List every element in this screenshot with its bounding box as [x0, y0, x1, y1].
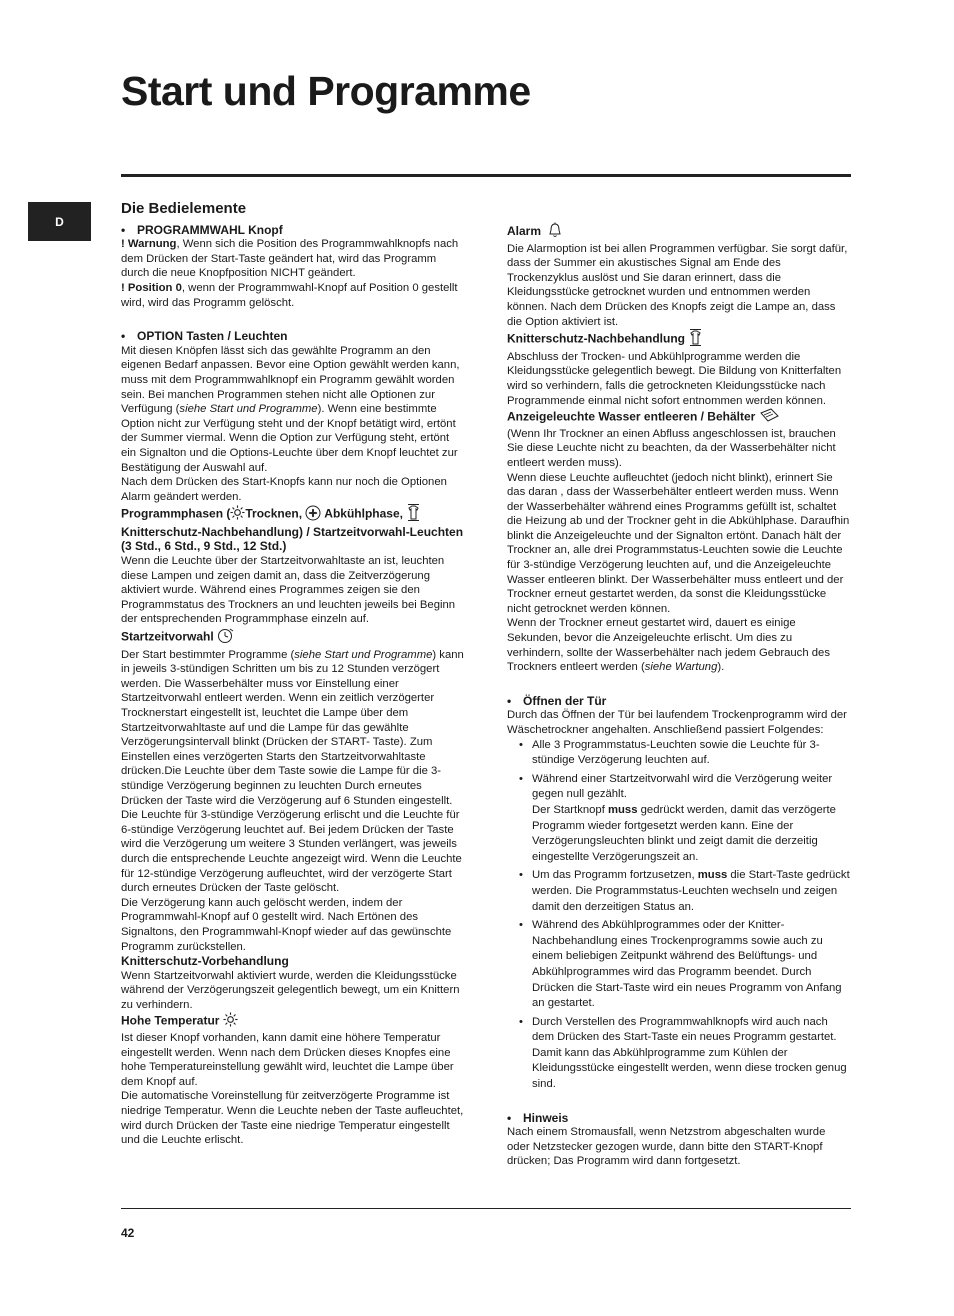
right-column: [507, 222, 851, 1169]
wasser-text-3: Wenn der Trockner erneut gestartet wird, dauert es einige Sekunden, bevor die Anzeigeleuchte erlischt. Um dies zu verhindern, sollte der Wasserbehälter nach jedem Gebrauch des Trockners entleert werden (siehe Wartung).: [507, 617, 830, 674]
hohe-temperatur-text: Ist dieser Knopf vorhanden, kann damit eine höhere Temperatur eingestellt werden. Wenn nach dem Drücken dieses Knopfes eine hohe Temperatureinstellung gewählt wird, leuchtet die Lampe über dem Knopf auf.: [121, 1032, 454, 1088]
left-column: [121, 202, 467, 1148]
startzeitvorwahl-text-2: Die Verzögerung kann auch gelöscht werden, indem der Programmwahl-Knopf auf 0 gestellt wird. Nach Ertönen des Signaltons, den Programmwahl-Knopf wieder auf das gewünschte Programm zurückstellen.: [121, 896, 452, 953]
vorbehandlung-text: Wenn Startzeitvorwahl aktiviert wurde, werden die Kleidungsstücke während der Verzögerungszeit gelegentlich bewegt, um ein Knittern zu verhindern.: [121, 969, 460, 1011]
clock-icon: [217, 627, 235, 648]
list-item: • Durch Verstellen des Programmwahlknopfs wird auch nach dem Drücken des Start-Taste ein neues Programm gestartet. Damit kann das Abkühlprogramme zum Kühlen der Kleidungsstücke eingestellt werden, wenn diese trocken genug sind.: [532, 1015, 851, 1093]
sun-icon: [230, 505, 245, 524]
fan-icon: [305, 505, 321, 525]
list-item: • Um das Programm fortzusetzen, muss die Start-Taste gedrückt werden. Die Programmstatus-Leuchten wechseln und zeigen damit den derzeitigen Status an.: [532, 868, 851, 915]
tuer-intro: Durch das Öffnen der Tür bei laufendem Trockenprogramm wird der Wäschetrockner angehalten. Anschließend passiert Folgendes:: [507, 709, 847, 736]
nachbehandlung-heading: Knitterschutz-Nachbehandlung: [507, 329, 851, 350]
page-number: 42: [121, 1226, 135, 1240]
title-rule: [121, 174, 851, 177]
list-item: • Während des Abkühlprogrammes oder der Knitter-Nachbehandlung eines Trockenprogramms sowie auch zu einem beliebigen Zeitpunkt während des Belüftungs- und Abkühlprogrammes wird das Programm beendet. Durch Drücken die Start-Taste wird ein neues Programm von Anfang an gestartet.: [532, 918, 851, 1012]
alarm-heading: Alarm: [507, 222, 851, 242]
startzeitvorwahl-text: Der Start bestimmter Programme (siehe Start und Programme) kann in jeweils 3-stündigen Schritten um bis zu 12 Stunden verzögert werden. Die Wasserbehälter muss vor Einstellung einer Startzeitvorwahl entleert werden. Wenn ein zeitlich verzögerter Trocknerstart eingestellt ist, leuchtet die Lampe über dem Startzeitvorwahltaste auf und die Lampe für das gewählte Verzögerungsintervall blinkt (Drücken der START- Taste). Zum Einstellen eines verzögerten Starts den Startzeitvorwahltaste drücken.Die Leuchte über dem Taste sowie die Lampe für die 3-stündige Verzögerung beginnen zu leuchten Durch erneutes Drücken der Taste wird die Verzögerung auf 6 Stunden eingestellt. Die Leuchte für 3-stündige Verzögerung erlischt und die Leuchte für 6-stündige Verzögerung leuchtet auf. Bei jedem Drücken der Taste wird die Verzögerung um weitere 3 Stunden verlängert, was jeweils durch die entsprechende Leuchte angezeigt wird. Wenn die Leuchte für 12-stündige Verzögerung aufleuchtet, wird der verzögerte Start durch erneutes Drücken der Taste gelöscht.: [121, 648, 464, 895]
wasser-text: (Wenn Ihr Trockner an einen Abfluss angeschlossen ist, brauchen Sie diese Leuchte nicht zu beachten, da der Wasserbehälter nicht entleert werden muss).: [507, 427, 836, 469]
tuer-list: [507, 738, 851, 1093]
programmphasen-heading: Programmphasen ( Trocknen, Abkühlphase, Knitterschutz-Nachbehandlung) / Startzeitvorwahl-Leuchten (3 Std., 6 Std., 9 Std., 12 Std.): [121, 504, 467, 554]
wasser-text-2: Wenn diese Leuchte aufleuchtet (jedoch nicht blinkt), erinnert Sie das daran , dass der Wasserbehälter entleert werden muss. Wenn der Wasserbehälter während eines Programms gefüllt ist, schaltet die Heizung ab und der Trockner geht in die Abkühlphase. Daraufhin blinkt die Anzeigeleuchte und der Signalton ertönt. Danach hält der Trockner an, alle drei Programmstatus-Leuchten sowie die Leuchte für 3-stündige Verzögerung leuchten auf, und die Anzeigeleuchte Wasser entleeren blinkt. Der Wasserbehälter muss entleert und der Trockner erneut gestartet werden, da sonst die Kleidungsstücke nicht getrocknet werden können.: [507, 471, 850, 615]
bell-icon: [548, 222, 562, 242]
programmphasen-text: Wenn die Leuchte über der Startzeitvorwahltaste an ist, leuchten diese Lampen und zeigen damit an, dass die Zeitverzögerung aktiviert wurde. Während eines Programmes zeigen sie den Programmstatus des Trockners an und leuchten jeweils bei Beginn der entsprechenden Programmphase einzeln auf.: [121, 555, 456, 626]
sun-icon: [223, 1012, 238, 1031]
shirt-arrows-icon: [406, 504, 421, 525]
option-text: Mit diesen Knöpfen lässt sich das gewählte Programm an den eigenen Bedarf anpassen. Bevor eine Option gewählt werden kann, muss mit dem Programmwahlknopf ein Programm gewählt worden sein. Bei manchen Programmen stehen nicht alle Optionen zur Verfügung (siehe Start und Programme). Wenn eine bestimmte Option nicht zur Verfügung steht und der Knopf betätigt wird, ertönt der Summer viermal. Wenn die Option zur Verfügung steht, ertönt ein Signalton und die Options-Leuchte über dem Knopf leuchtet zur Bestätigung der Auswahl auf.: [121, 344, 460, 474]
alarm-text: Die Alarmoption ist bei allen Programmen verfügbar. Sie sorgt dafür, dass der Summer ein akustisches Signal am Ende des Trockenzyklus auslöst und Sie daran erinnert, dass die Kleidungsstücke getrocknet wurden und entnommen werden können. Nach dem Drücken des Knopfs zeigt die Lampe an, dass die Option aktiviert ist.: [507, 242, 848, 328]
list-item: • Während einer Startzeitvorwahl wird die Verzögerung weiter gegen null gezählt. Der Startknopf muss gedrückt werden, damit das verzögerte Programm wieder fortgesetzt werden kann. Eine der Verzögerungsleuchten blinkt und zeigt damit die derzeitig eingestellte Verzögerungszeit an.: [532, 772, 851, 866]
language-tab: D: [28, 202, 91, 241]
startzeitvorwahl-heading: Startzeitvorwahl: [121, 627, 467, 648]
vorbehandlung-heading: Knitterschutz-Vorbehandlung: [121, 954, 289, 969]
hinweis-heading: • Hinweis: [507, 1111, 851, 1126]
option-heading: • OPTION Tasten / Leuchten: [121, 329, 467, 344]
programmwahl-heading: • PROGRAMMWAHL Knopf: [121, 223, 467, 238]
nachbehandlung-text: Abschluss der Trocken- und Abkühlprogramme werden die Kleidungsstücke gelegentlich bewegt. Die Bildung von Knitterfalten wird so verhindern, falls die getrockneten Kleidungsstücke nach Programmende einmal nicht sofort entnommen werden können.: [507, 350, 842, 407]
wasser-heading: Anzeigeleuchte Wasser entleeren / Behälter: [507, 408, 851, 427]
shirt-arrows-icon: [688, 329, 703, 350]
section-heading: Die Bedielemente: [121, 200, 247, 217]
hinweis-text: Nach einem Stromausfall, wenn Netzstrom abgeschalten wurde oder Netzstecker gezogen wurde, dann bitte den START-Knopf drücken; Das Programm wird dann fortgesetzt.: [507, 1126, 826, 1168]
hohe-temperatur-heading: Hohe Temperatur: [121, 1012, 467, 1031]
tuer-heading: • Öffnen der Tür: [507, 694, 851, 709]
footer-rule: [121, 1208, 851, 1209]
position-text: ! Position 0, wenn der Programmwahl-Knopf auf Position 0 gestellt wird, wird das Programm gelöscht.: [121, 281, 458, 309]
option-text-2: Nach dem Drücken des Start-Knopfs kann nur noch die Optionen Alarm geändert werden.: [121, 476, 447, 503]
page-title: Start und Programme: [121, 68, 531, 114]
water-container-icon: [759, 408, 779, 427]
warning-text: ! Warnung, Wenn sich die Position des Programmwahlknopfs nach dem Drücken der Start-Taste geändert hat, wird das Programm durch die neue Knopfposition NICHT geändert.: [121, 238, 459, 280]
list-item: • Alle 3 Programmstatus-Leuchten sowie die Leuchte für 3-stündige Verzögerung leuchten auf.: [532, 738, 851, 769]
hohe-temperatur-text-2: Die automatische Voreinstellung für zeitverzögerte Programme ist niedrige Temperatur. Wenn die Leuchte neben der Taste aufleuchtet, wird durch Drücken der Taste eine niedrige Temperatur eingestellt und die Leuchte erlischt.: [121, 1090, 464, 1147]
